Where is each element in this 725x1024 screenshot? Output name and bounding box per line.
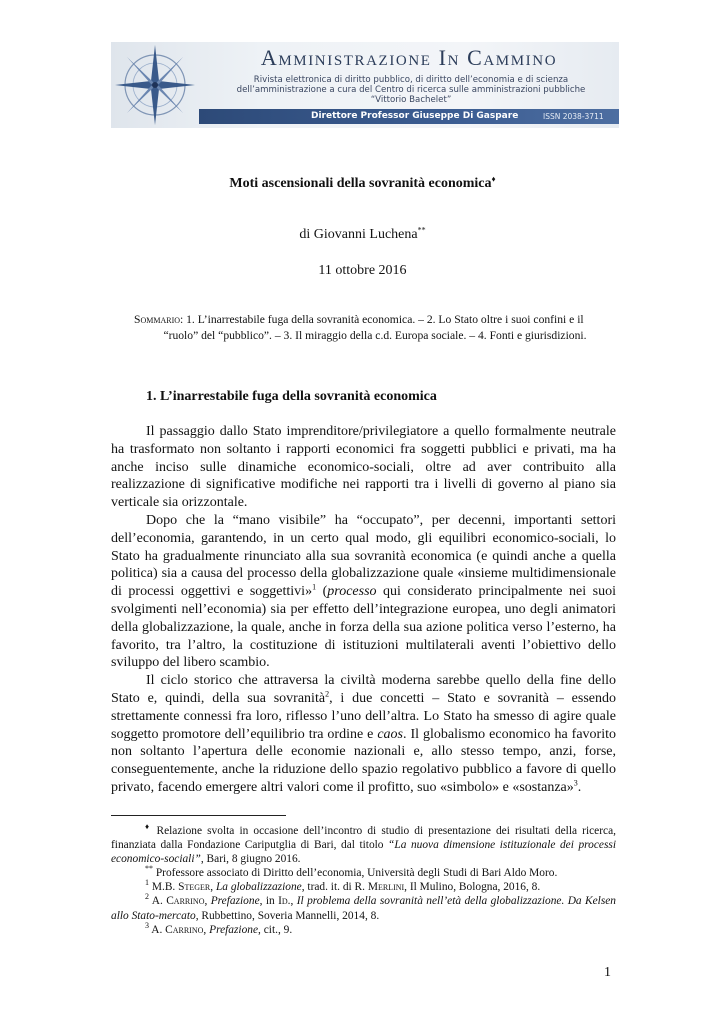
section-heading: 1. L’inarrestabile fuga della sovranità economica — [146, 389, 437, 404]
paragraph-1: Il passaggio dallo Stato imprenditore/privilegiatore a quello formalmente neutrale ha trasformato non soltanto i rapporti economici fra soggetti pubblici e privati, ma ha anche inciso sulle dinamiche economico-sociali, oltre ad aver contribuito alla realizzazione di significative modifiche nei rapporti tra i livelli di governo al piano sia verticale sia orizzontale. — [111, 424, 616, 511]
title-footnote-mark: ♦ — [491, 174, 496, 184]
footnote-ref-1[interactable]: 1 — [312, 582, 317, 592]
compass-star-logo — [111, 42, 199, 128]
footnote-ref-2[interactable]: 2 — [325, 689, 330, 699]
footnote-separator — [111, 815, 286, 816]
footnote-author: ** Professore associato di Diritto dell’economia, Università degli Studi di Bari Aldo Moro. — [145, 864, 558, 880]
summary: Sommario: 1. L’inarrestabile fuga della sovranità economica. – 2. Lo Stato oltre i suoi confini e il “ruolo” del “pubblico”. – 3. Il miraggio della c.d. Europa sociale. – 4. Fonti e giurisdizioni. — [134, 312, 616, 344]
journal-title: Amministrazione In Cammino — [260, 45, 558, 70]
footnote-2: $^2$ A. Carrino, Prefazione, in Id., Il problema della sovranità nell’età della globalizzazione. Da Kelsen allo Stato-mercato, Rubbettino, Soveria Mannelli, 2014, 8. — [111, 892, 617, 922]
article-body — [111, 423, 616, 797]
journal-issn: ISSN 2038-3711 — [543, 112, 604, 121]
author-footnote-mark: ** — [417, 225, 426, 235]
paragraph-3: Il ciclo storico che attraversa la civiltà moderna sarebbe quello della fine dello Stato e, quindi, della sua sovranità$^2$, i due concetti – Stato e sovranità – essendo strettamente connessi fra loro, riflesso l’uno dell’altra. Lo Stato ha smesso di agire quale soggetto promotore dell’equilibrio tra ordine e caos. Il globalismo economico ha favorito non soltanto l’apertura delle economie nazionali e, allo stesso tempo, anzi, forse, conseguentemente, anche la riduzione dello spazio regolativo pubblico a favore di quello privato, facendo emergere altri valori come il profitto, suo «simbolo» e «sostanza»$^3$. — [111, 673, 616, 795]
journal-subtitle-line3: “Vittorio Bachelet” — [370, 95, 452, 105]
article-date: 11 ottobre 2016 — [318, 263, 407, 278]
summary-line2: “ruolo” del “pubblico”. – 3. Il miraggio della c.d. Europa sociale. – 4. Fonti e giurisdizioni. — [163, 329, 587, 342]
page-number: 1 — [604, 965, 611, 980]
summary-label: Sommario — [134, 313, 181, 326]
footnote-3: $^3$ A. Carrino, Prefazione, cit., 9. — [145, 920, 293, 936]
footnote-ref-3[interactable]: 3 — [573, 778, 578, 788]
footnotes — [111, 824, 616, 937]
journal-subtitle-line1: Rivista elettronica di diritto pubblico, di diritto dell’economia e di scienza — [253, 75, 569, 85]
article-author: di Giovanni Luchena** — [299, 225, 426, 242]
journal-subtitle-line2: dell’amministrazione a cura del Centro di ricerca sulle amministrazioni pubbliche — [236, 85, 586, 95]
journal-director: Direttore Professor Giuseppe Di Gaspare — [311, 111, 519, 121]
footnote-title: ♦ Relazione svolta in occasione dell’incontro di studio di presentazione dei risultati della ricerca, finanziata dalla Fondazione Cariputglia di Bari, dal titolo “La nuova dimensione istituzionale dei processi economico-sociali”, Bari, 8 giugno 2016. — [111, 822, 616, 866]
footnote-1: $^1$ M.B. Steger, La globalizzazione, trad. it. di R. Merlini, Il Mulino, Bologna, 2016, 8. — [145, 878, 541, 894]
paragraph-2: Dopo che la “mano visibile” ha “occupato”, per decenni, importanti settori dell’economia, garantendo, in un certo qual modo, gli equilibri economico-sociali, lo Stato ha gradualmente rinunciato alla sua sovranità economica (e quindi anche a quella politica) sia a causa del processo della globalizzazione quale «insieme multidimensionale di processi oggettivi e soggettivi»$^1$ (processo qui considerato principalmente nei suoi svolgimenti nell’economia) sia per effetto dell’integrazione europea, uno degli animatori della globalizzazione, la quale, anche in forza della sua azione politica verso l’esterno, ha favorito, tra l’altro, la costituzione di istituzioni multilaterali aventi l’obiettivo dello sviluppo del libero scambio. — [111, 512, 616, 671]
journal-banner — [111, 42, 619, 128]
article-title: Moti ascensionali della sovranità economica♦ — [229, 174, 496, 191]
